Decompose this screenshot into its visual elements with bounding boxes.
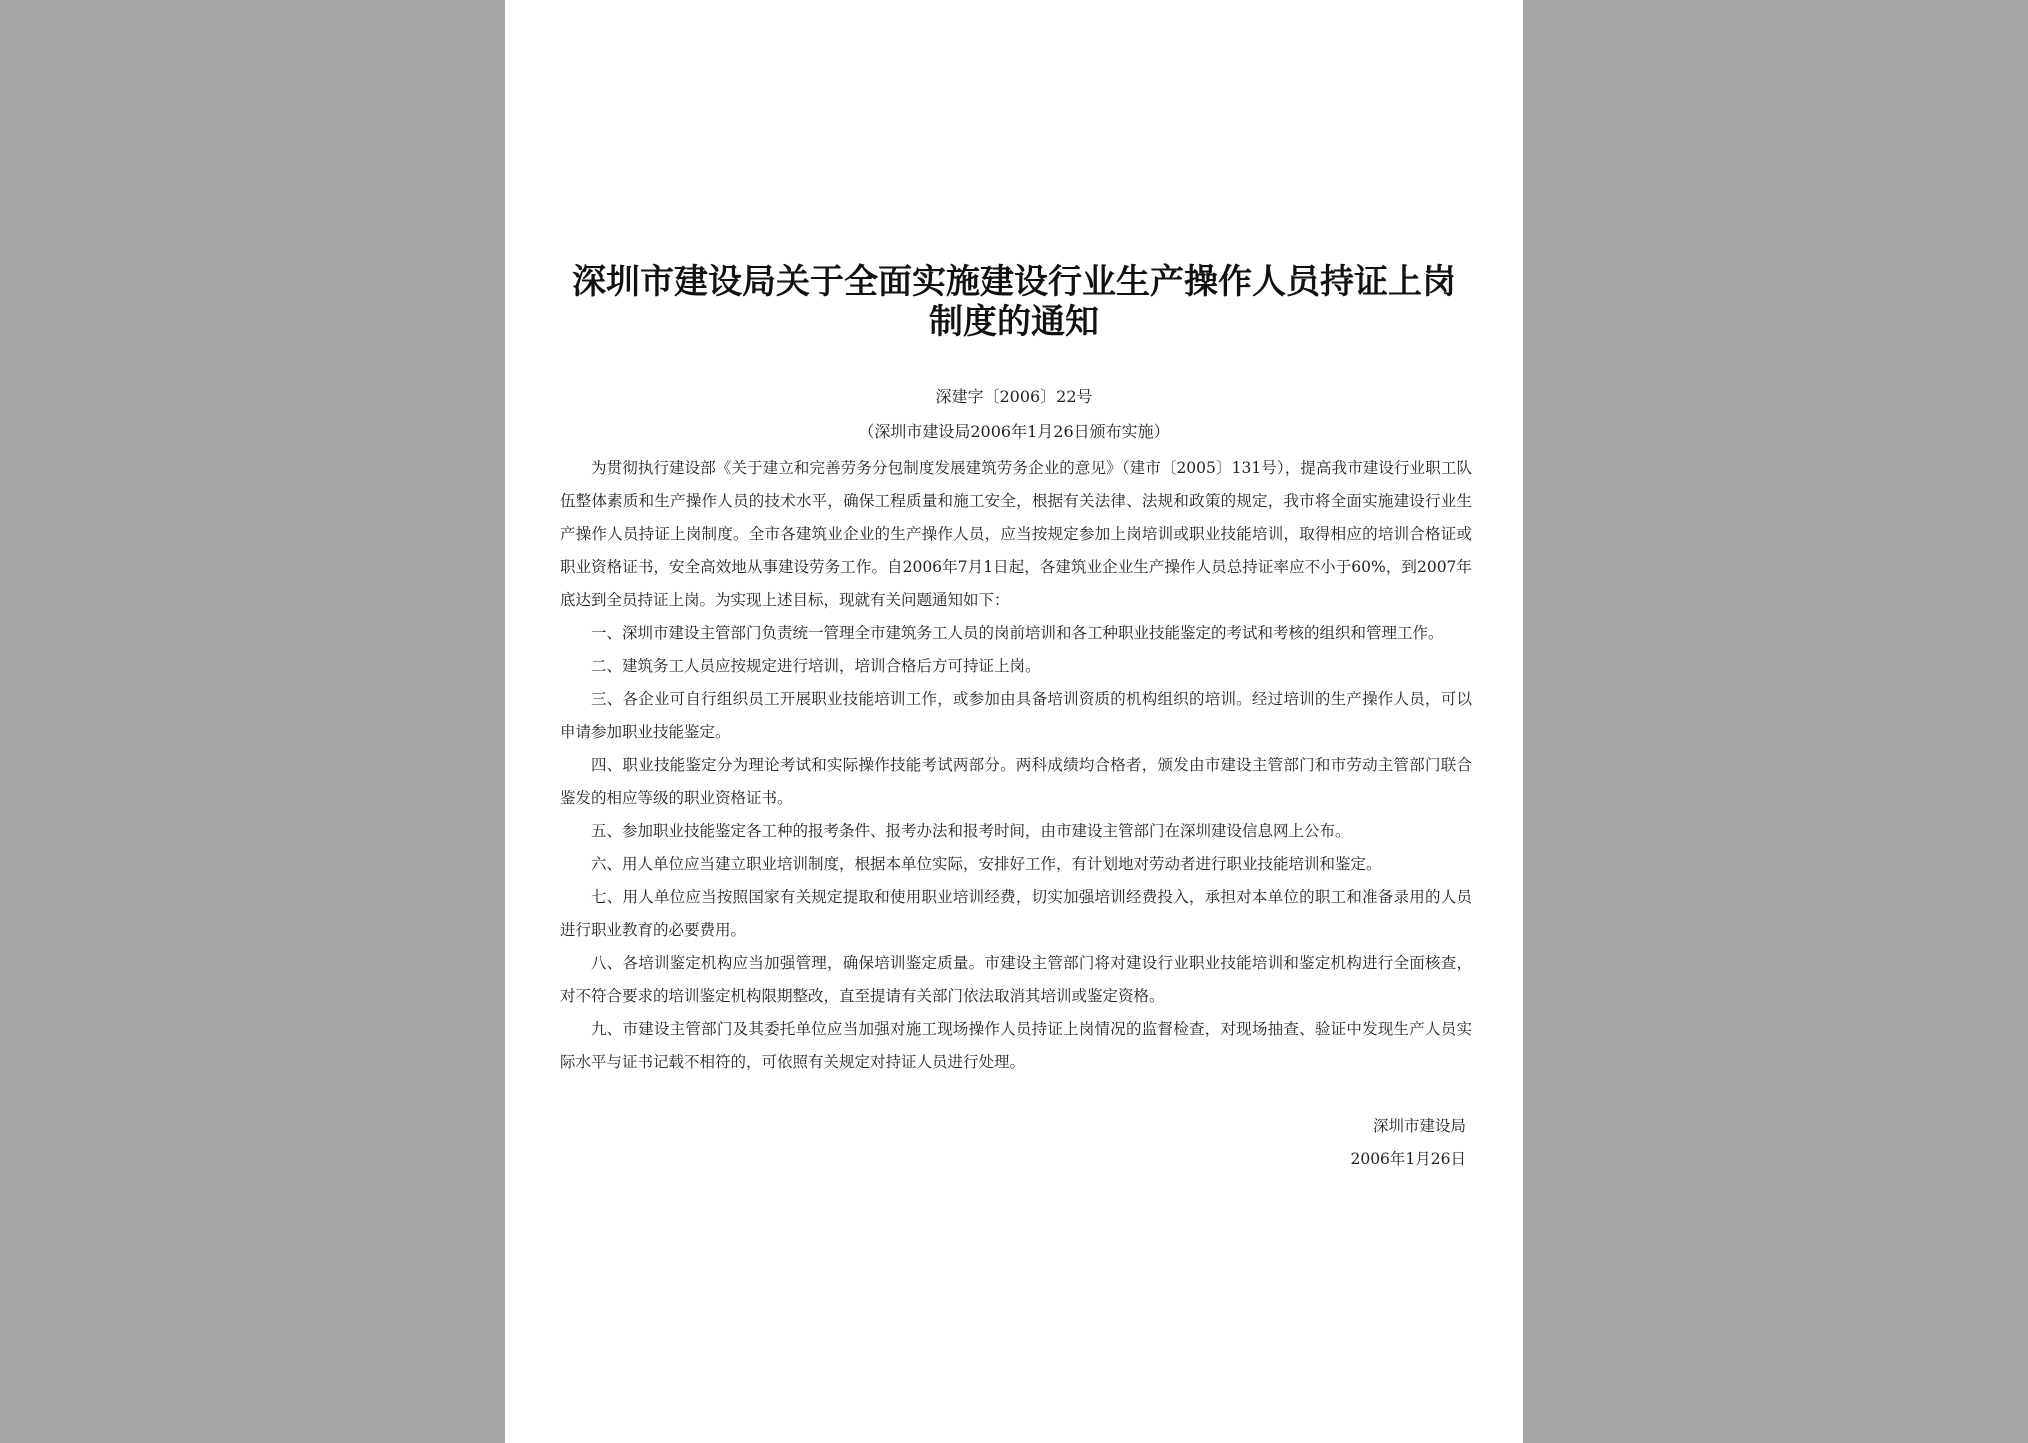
paragraph-item-7: 七、用人单位应当按照国家有关规定提取和使用职业培训经费，切实加强培训经费投入，承担对本单位的职工和准备录用的人员进行职业教育的必要费用。 — [560, 888, 1472, 939]
paragraph-item-5: 五、参加职业技能鉴定各工种的报考条件、报考办法和报考时间，由市建设主管部门在深圳建设信息网上公布。 — [591, 822, 1351, 840]
issued-note: （深圳市建设局2006年1月26日颁布实施） — [858, 422, 1170, 441]
paragraph-intro: 为贯彻执行建设部《关于建立和完善劳务分包制度发展建筑劳务企业的意见》（建市〔2005〕131号），提高我市建设行业职工队伍整体素质和生产操作人员的技术水平，确保工程质量和施工安全，根据有关法律、法规和政策的规定，我市将全面实施建设行业生产操作人员持证上岗制度。全市各建筑业企业的生产操作人员，应当按规定参加上岗培训或职业技能培训，取得相应的培训合格证或职业资格证书，安全高效地从事建设劳务工作。自2006年7月1日起，各建筑业企业生产操作人员总持证率应不小于60%，到2007年底达到全员持证上岗。为实现上述目标，现就有关问题通知如下： — [560, 459, 1472, 609]
paragraph-item-2: 二、建筑务工人员应按规定进行培训，培训合格后方可持证上岗。 — [591, 657, 1041, 675]
paragraph-item-1: 一、深圳市建设主管部门负责统一管理全市建筑务工人员的岗前培训和各工种职业技能鉴定的考试和考核的组织和管理工作。 — [591, 624, 1444, 642]
paragraph-item-6: 六、用人单位应当建立职业培训制度，根据本单位实际，安排好工作，有计划地对劳动者进行职业技能培训和鉴定。 — [591, 855, 1382, 873]
document-number: 深建字〔2006〕22号 — [935, 387, 1093, 406]
paragraph-item-4: 四、职业技能鉴定分为理论考试和实际操作技能考试两部分。两科成绩均合格者，颁发由市建设主管部门和市劳动主管部门联合鉴发的相应等级的职业资格证书。 — [560, 756, 1472, 807]
signature-org: 深圳市建设局 — [1372, 1117, 1466, 1135]
document-title: 深圳市建设局关于全面实施建设行业生产操作人员持证上岗制度的通知 — [572, 262, 1456, 342]
signature-date: 2006年1月26日 — [1350, 1150, 1466, 1168]
paragraph-item-8: 八、各培训鉴定机构应当加强管理，确保培训鉴定质量。市建设主管部门将对建设行业职业技能培训和鉴定机构进行全面核查，对不符合要求的培训鉴定机构限期整改，直至提请有关部门依法取消其培训或鉴定资格。 — [560, 954, 1472, 1005]
signature-block — [1350, 1110, 1466, 1176]
document-page — [505, 0, 1523, 1443]
paragraph-item-3: 三、各企业可自行组织员工开展职业技能培训工作，或参加由具备培训资质的机构组织的培训。经过培训的生产操作人员，可以申请参加职业技能鉴定。 — [560, 690, 1472, 741]
document-body — [560, 452, 1472, 1079]
paragraph-item-9: 九、市建设主管部门及其委托单位应当加强对施工现场操作人员持证上岗情况的监督检查，对现场抽查、验证中发现生产人员实际水平与证书记载不相符的，可依照有关规定对持证人员进行处理。 — [560, 1020, 1472, 1071]
